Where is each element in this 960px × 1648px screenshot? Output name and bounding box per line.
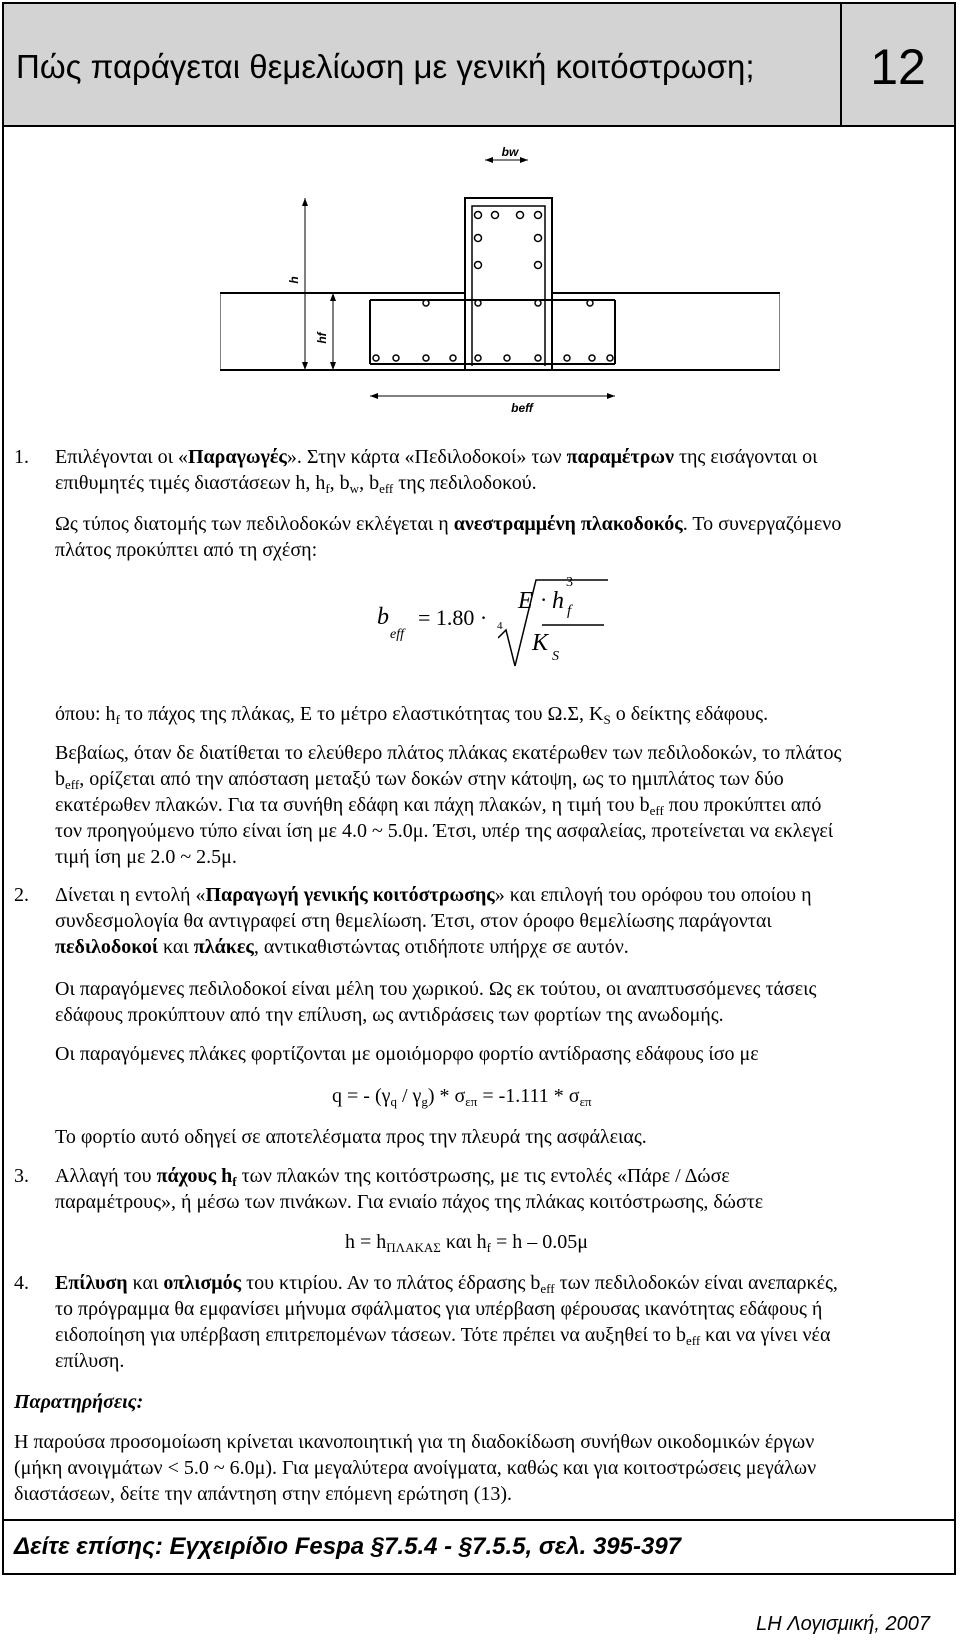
- text-segment: Αλλαγή του: [55, 1165, 157, 1187]
- rebar: [373, 355, 379, 361]
- text-bold: πάχους h: [156, 1165, 233, 1187]
- subscript: eff: [65, 777, 80, 792]
- text-segment: h = h: [345, 1231, 387, 1253]
- question-number: 12: [870, 39, 926, 95]
- text-segment: του κτιρίου. Αν το πλάτος έδρασης b: [241, 1272, 541, 1294]
- paragraph-10-line-2: το πρόγραμμα θα εμφανίσει μήνυμα σφάλματος για υπέρβαση φέρουσας ικανότητας εδάφους ή: [55, 1298, 823, 1320]
- text-segment: και h: [440, 1231, 487, 1253]
- rebar: [589, 355, 595, 361]
- rebar: [393, 355, 399, 361]
- rebar: [423, 300, 429, 306]
- rebar: [535, 262, 542, 269]
- text-bold: πεδιλοδοκοί: [55, 936, 159, 958]
- beff-arrow-right: [607, 393, 615, 399]
- equation-q: [332, 1083, 592, 1109]
- subscript: f: [325, 481, 330, 496]
- header: [4, 4, 954, 127]
- paragraph-2-line-1: [55, 511, 841, 537]
- formula-eff: eff: [390, 627, 404, 642]
- paragraph-9-line-2: παραμέτρους», ή μέσω των πινάκων. Για ενιαίο πάχος της πλάκας κοιτόστρωσης, δώστε: [55, 1191, 764, 1213]
- rebar: [475, 212, 482, 219]
- rebar: [475, 235, 482, 242]
- see-also-reference: Δείτε επίσης: Εγχειρίδιο Fespa §7.5.4 - §7.5.5, σελ. 395-397: [14, 1533, 682, 1560]
- list-item-number: 2.: [14, 884, 29, 906]
- rebar: [475, 355, 481, 361]
- paragraph-5-line-1: [55, 882, 812, 908]
- paragraph-6-line-1: Οι παραγόμενες πεδιλοδοκοί είναι μέλη του χωρικού. Ως εκ τούτου, οι αναπτυσσόμενες τάσεις: [55, 978, 817, 1000]
- paragraph-8: Το φορτίο αυτό οδηγεί σε αποτελέσματα προς την πλευρά της ασφάλειας.: [55, 1126, 647, 1148]
- hf-arrow-bottom: [330, 362, 336, 370]
- formula-S: S: [552, 649, 559, 664]
- paragraph-10-line-4: επίλυση.: [55, 1350, 125, 1372]
- subscript: f: [486, 1240, 491, 1255]
- text-segment: των πεδιλοδοκών είναι ανεπαρκές,: [554, 1272, 838, 1294]
- paragraph-1-line-1: [55, 444, 818, 470]
- rebar: [564, 355, 570, 361]
- paragraph-4-line-5: τιμή ίση με 2.0 ~ 2.5μ.: [55, 846, 237, 868]
- text-segment: , b: [329, 472, 350, 494]
- rebar: [517, 212, 524, 219]
- notes-line-1: Η παρούσα προσομοίωση κρίνεται ικανοποιητική για τη διαδοκίδωση συνήθων οικοδομικών έργων: [14, 1431, 815, 1453]
- formula-equals: = 1.80 ·: [418, 605, 488, 630]
- text-bold: Παραγωγή γενικής κοιτόστρωσης: [205, 884, 495, 906]
- formula-cube: 3: [566, 575, 573, 590]
- formula-b: b: [377, 604, 389, 630]
- paragraph-3: [55, 701, 768, 727]
- subscript: επ: [579, 1094, 592, 1109]
- paragraph-9-line-1: [55, 1163, 730, 1189]
- paragraph-5-line-3: [55, 934, 629, 960]
- h-arrow-bottom: [302, 362, 308, 370]
- h-arrow-top: [302, 198, 308, 206]
- bw-label: bw: [501, 145, 519, 159]
- text-segment: , αντικαθιστώντας οτιδήποτε υπήρχε σε αυτόν.: [253, 936, 629, 958]
- rebar: [423, 355, 429, 361]
- rebar: [587, 300, 593, 306]
- text-segment: Επιλέγονται οι «: [55, 446, 188, 468]
- copyright-credit: LH Λογισμική, 2007: [756, 1613, 930, 1635]
- formula-K: K: [532, 630, 549, 656]
- subscript: ΠΛΑΚΑΣ: [386, 1240, 441, 1255]
- text-segment: = h – 0.05μ: [490, 1231, 588, 1253]
- subscript: eff: [540, 1281, 555, 1296]
- paragraph-7: Οι παραγόμενες πλάκες φορτίζονται με ομοιόμορφο φορτίο αντίδρασης εδάφους ίσο με: [55, 1043, 759, 1065]
- web-outline: [465, 198, 552, 370]
- list-item-number: 4.: [14, 1272, 29, 1294]
- beff-label: beff: [511, 401, 533, 415]
- text-segment: της πεδιλοδοκού.: [393, 472, 537, 494]
- text-bold: οπλισμός: [163, 1272, 242, 1294]
- rebar: [450, 355, 456, 361]
- rebar: [504, 355, 510, 361]
- paragraph-10-line-1: [55, 1270, 838, 1296]
- text-segment: » και επιλογή του ορόφου του οποίου η: [494, 884, 812, 906]
- text-segment: ο δείκτης εδάφους.: [610, 703, 769, 725]
- list-item-number: 3.: [14, 1165, 29, 1187]
- text-segment: και: [158, 936, 194, 958]
- text-segment: όπου: h: [55, 703, 116, 725]
- text-segment: = -1.111 * σ: [477, 1085, 580, 1107]
- subscript: eff: [685, 1333, 701, 1348]
- formula-dot: ·: [540, 587, 548, 612]
- bw-arrow-left: [485, 157, 493, 163]
- subscript: f: [232, 1174, 237, 1189]
- list-item-number: 1.: [14, 446, 29, 468]
- rebar: [475, 262, 482, 269]
- subscript: επ: [465, 1094, 478, 1109]
- paragraph-4-line-3: [55, 792, 821, 818]
- subscript: f: [115, 712, 120, 727]
- text-segment: Ως τύπος διατομής των πεδιλοδοκών εκλέγεται η: [55, 513, 454, 535]
- subscript: S: [603, 712, 611, 727]
- subscript: eff: [649, 803, 664, 818]
- subscript: eff: [379, 481, 394, 496]
- text-segment: το πάχος της πλάκας, E το μέτρο ελαστικότητας του Ω.Σ, K: [119, 703, 604, 725]
- rebar: [535, 355, 541, 361]
- notes-title: Παρατηρήσεις:: [14, 1391, 144, 1413]
- text-segment: Δίνεται η εντολή «: [55, 884, 206, 906]
- web-rebars: [475, 212, 542, 269]
- subscript: w: [349, 481, 360, 496]
- rebar: [535, 212, 542, 219]
- text-bold: πλάκες: [193, 936, 254, 958]
- text-segment: b: [55, 768, 65, 790]
- paragraph-10-line-3: [55, 1322, 830, 1348]
- text-segment: , b: [359, 472, 380, 494]
- text-segment: των πλακών της κοιτόστρωσης, με τις εντολές «Πάρε / Δώσε: [236, 1165, 730, 1187]
- paragraph-4-line-2: [55, 766, 784, 792]
- paragraph-4-line-1: Βεβαίως, όταν δε διατίθεται το ελεύθερο πλάτος πλάκας εκατέρωθεν των πεδιλοδοκών, το πλάτος: [55, 742, 842, 764]
- subscript: g: [421, 1094, 428, 1109]
- subscript: q: [390, 1094, 397, 1109]
- formula-h: h: [552, 588, 564, 614]
- paragraph-1-line-2: [55, 470, 537, 496]
- notes-line-3: διαστάσεων, δείτε την απάντηση στην επόμενη ερώτηση (13).: [14, 1483, 513, 1505]
- text-bold: Παραγωγές: [187, 446, 287, 468]
- text-segment: , ορίζεται από την απόσταση μεταξύ των δοκών στην κάτοψη, ως το ημιπλάτος των δύο: [79, 768, 784, 790]
- h-label: h: [287, 276, 301, 284]
- text-bold: Επίλυση: [55, 1272, 128, 1294]
- text-segment: ειδοποίηση για υπέρβαση επιτρεπομένων τάσεων. Τότε πρέπει να αυξηθεί το b: [55, 1324, 686, 1346]
- text-segment: ». Στην κάρτα «Πεδιλοδοκοί» των: [286, 446, 567, 468]
- text-segment: / γ: [396, 1085, 422, 1107]
- web-inner-stirrup: [472, 206, 545, 366]
- text-segment: ) * σ: [427, 1085, 466, 1107]
- slab-bottom-rebars: [373, 355, 613, 361]
- rebar: [535, 235, 542, 242]
- hf-label: hf: [315, 332, 329, 344]
- rebar: [492, 212, 499, 219]
- paragraph-5-line-2: συνδεσμολογία θα αντιγραφεί στη θεμελίωση. Έτσι, στον όροφο θεμελίωσης παράγονται: [55, 910, 772, 932]
- text-segment: . Το συνεργαζόμενο: [682, 513, 842, 535]
- text-segment: και: [127, 1272, 164, 1294]
- text-segment: q = - (γ: [332, 1085, 391, 1107]
- formula-E: E: [518, 588, 533, 614]
- beff-arrow-left: [370, 393, 378, 399]
- rebar: [607, 355, 613, 361]
- text-bold: παραμέτρων: [566, 446, 674, 468]
- notes-line-2: (μήκη ανοιγμάτων < 5.0 ~ 6.0μ). Για μεγαλύτερα ανοίγματα, καθώς και για κοιτοστρώσεις μεγάλων: [14, 1457, 817, 1479]
- t-beam-section-diagram: [220, 140, 780, 420]
- rebar: [475, 300, 481, 306]
- rebar: [535, 300, 541, 306]
- beff-formula: [370, 576, 610, 670]
- paragraph-4-line-4: τον προηγούμενο τύπο είναι ίση με 4.0 ~ 5.0μ. Έτσι, υπέρ της ασφαλείας, προτείνεται να εκλεγεί: [55, 820, 834, 842]
- paragraph-2-line-2: πλάτος προκύπτει από τη σχέση:: [55, 539, 318, 561]
- text-segment: και να γίνει νέα: [700, 1324, 831, 1346]
- footer-divider: [2, 1519, 954, 1521]
- equation-h: [345, 1229, 588, 1255]
- text-segment: επιθυμητές τιμές διαστάσεων h, h: [55, 472, 326, 494]
- page-title: Πώς παράγεται θεμελίωση με γενική κοιτόστρωση;: [16, 48, 755, 85]
- bw-arrow-right: [520, 157, 528, 163]
- formula-root-index: 4: [497, 620, 503, 632]
- text-segment: εκατέρωθεν πλακών. Για τα συνήθη εδάφη και πάχη πλακών, η τιμή του b: [55, 794, 650, 816]
- text-segment: της εισάγονται οι: [673, 446, 818, 468]
- text-bold: ανεστραμμένη πλακοδοκός: [453, 513, 683, 535]
- text-segment: που προκύπτει από: [663, 794, 822, 816]
- formula-f: f: [567, 603, 572, 619]
- hf-arrow-top: [330, 293, 336, 301]
- paragraph-6-line-2: εδάφους προκύπτουν από την επίλυση, ως αντιδράσεις των φορτίων της ανωδομής.: [55, 1004, 724, 1026]
